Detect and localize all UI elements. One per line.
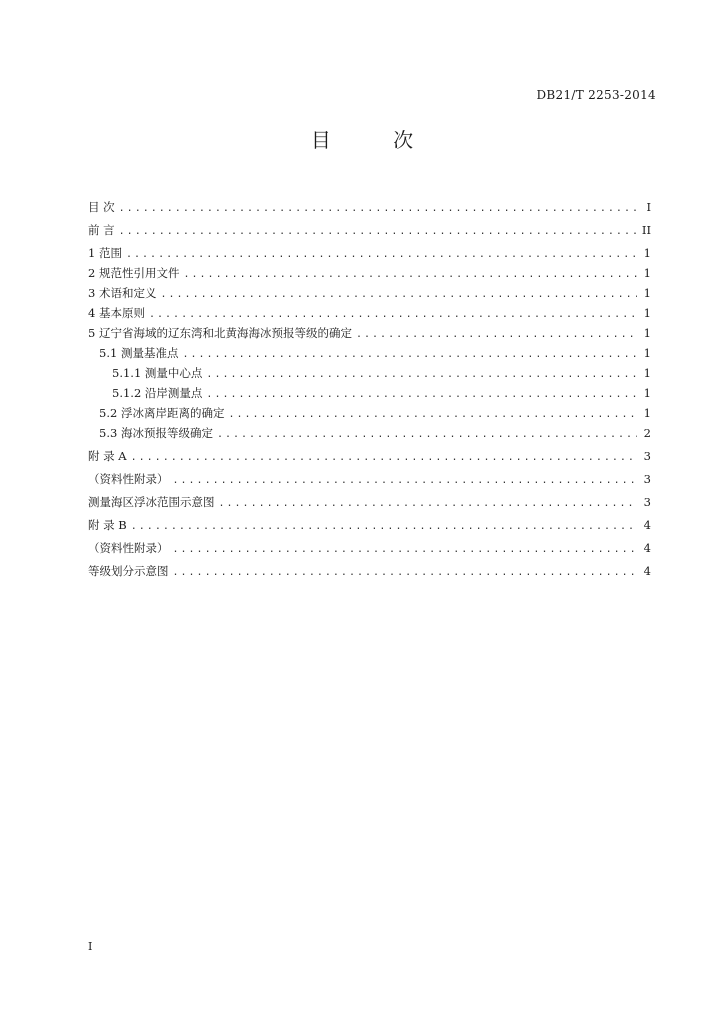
toc-leader-dots: [219, 494, 638, 514]
toc-entry-label: 5.1.2 沿岸测量点: [112, 386, 203, 400]
toc-entry-label: 测量海区浮冰范围示意图: [88, 495, 215, 509]
toc-entry-page: 4: [643, 541, 651, 555]
toc-entry[interactable]: [88, 220, 651, 240]
toc-leader-dots: [149, 305, 637, 325]
toc-entry-label: 5.1 测量基准点: [99, 346, 179, 360]
toc-leader-dots: [119, 199, 637, 219]
toc-entry-label: 1 范围: [88, 246, 122, 260]
toc-entry-page: 1: [643, 246, 651, 260]
toc-entry-page: 1: [643, 326, 651, 340]
toc-entry-label: （资料性附录）: [88, 472, 169, 486]
toc-entry-page: 4: [643, 564, 651, 578]
toc-entry[interactable]: [88, 403, 651, 423]
toc-leader-dots: [356, 325, 637, 345]
toc-entry[interactable]: [88, 343, 651, 363]
toc-entry-label: 3 术语和定义: [88, 286, 157, 300]
toc-entry-label: 5.1.1 测量中心点: [112, 366, 203, 380]
toc-leader-dots: [131, 448, 637, 468]
toc-entry-page: I: [646, 200, 651, 214]
standard-code: DB21/T 2253-2014: [536, 88, 656, 102]
toc-entry-page: 1: [643, 406, 651, 420]
toc-leader-dots: [131, 517, 637, 537]
toc-entry-page: 1: [643, 346, 651, 360]
toc-entry[interactable]: [88, 446, 651, 466]
toc-entry-label: 附 录 B: [88, 518, 127, 532]
toc-leader-dots: [173, 540, 638, 560]
toc-leader-dots: [228, 405, 637, 425]
toc-entry[interactable]: [88, 492, 651, 512]
toc-entry-label: 5 辽宁省海域的辽东湾和北黄海海冰预报等级的确定: [88, 326, 352, 340]
toc-entry-label: （资料性附录）: [88, 541, 169, 555]
toc-leader-dots: [126, 245, 637, 265]
toc-entry-page: 4: [643, 518, 651, 532]
page-title: 目 次: [310, 128, 442, 152]
toc-entry[interactable]: [88, 383, 651, 403]
toc-entry[interactable]: [88, 303, 651, 323]
footer-page-number: I: [88, 940, 93, 953]
toc-entry-label: 5.2 浮冰离岸距离的确定: [99, 406, 225, 420]
toc-entry[interactable]: [88, 197, 651, 217]
toc-entry[interactable]: [88, 283, 651, 303]
toc-leader-dots: [173, 563, 638, 583]
toc-entry-page: 2: [643, 426, 651, 440]
toc-entry-page: 1: [643, 266, 651, 280]
toc-entry[interactable]: [88, 363, 651, 383]
toc-entry[interactable]: [88, 515, 651, 535]
toc-entry-label: 5.3 海冰预报等级确定: [99, 426, 213, 440]
toc-leader-dots: [119, 222, 637, 242]
toc-entry-page: 1: [643, 386, 651, 400]
toc-entry-label: 目 次: [88, 200, 115, 214]
toc-leader-dots: [182, 345, 637, 365]
toc-entry-page: 3: [643, 495, 651, 509]
table-of-contents: [88, 197, 651, 581]
toc-entry[interactable]: [88, 243, 651, 263]
toc-entry[interactable]: [88, 323, 651, 343]
toc-entry-page: 1: [643, 306, 651, 320]
toc-leader-dots: [173, 471, 638, 491]
toc-entry-page: 3: [643, 449, 651, 463]
toc-entry-page: 1: [643, 286, 651, 300]
toc-entry-label: 等级划分示意图: [88, 564, 169, 578]
toc-entry-page: 3: [643, 472, 651, 486]
toc-entry[interactable]: [88, 561, 651, 581]
toc-entry-label: 附 录 A: [88, 449, 127, 463]
toc-leader-dots: [217, 425, 637, 445]
toc-leader-dots: [206, 365, 637, 385]
toc-entry-label: 2 规范性引用文件: [88, 266, 180, 280]
toc-entry-label: 4 基本原则: [88, 306, 145, 320]
toc-entry-label: 前 言: [88, 223, 115, 237]
toc-entry-page: 1: [643, 366, 651, 380]
toc-leader-dots: [160, 285, 637, 305]
toc-entry[interactable]: [88, 263, 651, 283]
toc-entry[interactable]: [88, 538, 651, 558]
toc-entry[interactable]: [88, 423, 651, 443]
toc-entry[interactable]: [88, 469, 651, 489]
toc-leader-dots: [183, 265, 637, 285]
toc-leader-dots: [206, 385, 637, 405]
toc-entry-page: II: [641, 223, 651, 237]
